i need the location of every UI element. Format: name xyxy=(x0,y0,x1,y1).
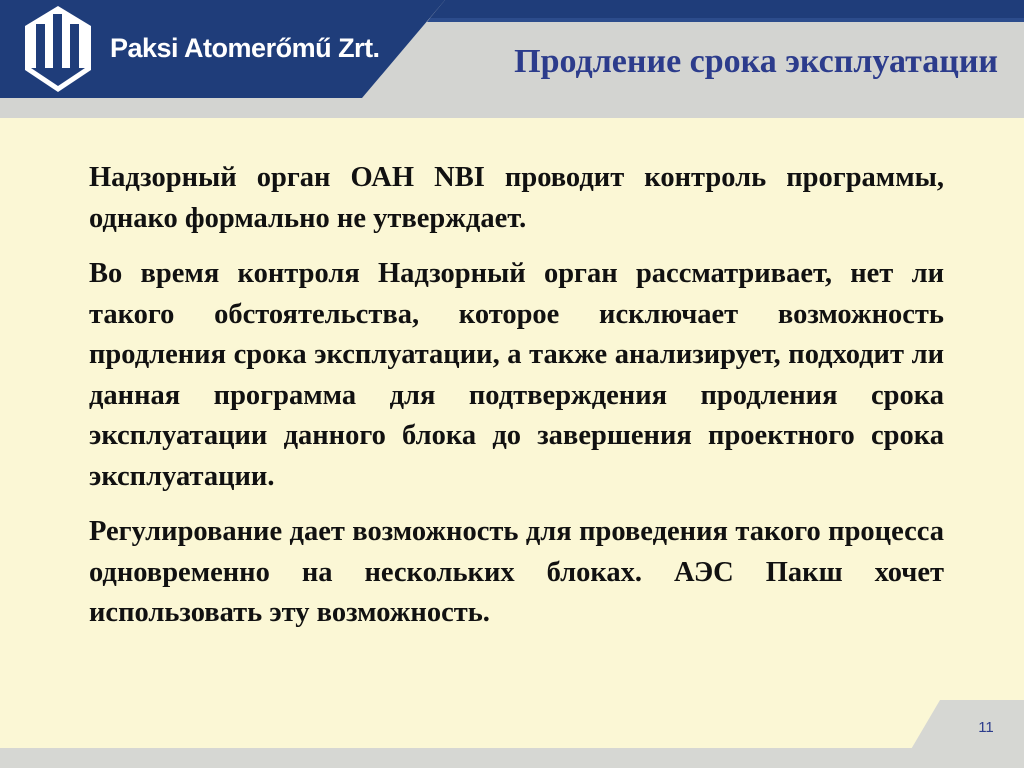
footer-bar xyxy=(0,748,1024,768)
paragraph-1: Надзорный орган ОАН NBI проводит контроль программы, однако формально не утверждает. xyxy=(89,162,944,234)
paragraph-3: Регулирование дает возможность для проведения такого процесса одновременно на нескольких блоках. АЭС Пакш хочет использовать эту возможность. xyxy=(89,516,944,628)
slide-body xyxy=(89,158,944,649)
paragraph-2: Во время контроля Надзорный орган рассматривает, нет ли такого обстоятельства, которое исключает возможность продления срока эксплуатации, а также анализирует, подходит ли данная программа для подтверждения продления срока эксплуатации данного блока до завершения проектного срока эксплуатации. xyxy=(89,258,944,492)
paks-npp-logo-icon xyxy=(23,4,93,94)
page-number: 11 xyxy=(978,719,994,736)
company-name: Paksi Atomerőmű Zrt. xyxy=(110,33,380,63)
slide-title: Продление срока эксплуатации xyxy=(514,43,998,80)
